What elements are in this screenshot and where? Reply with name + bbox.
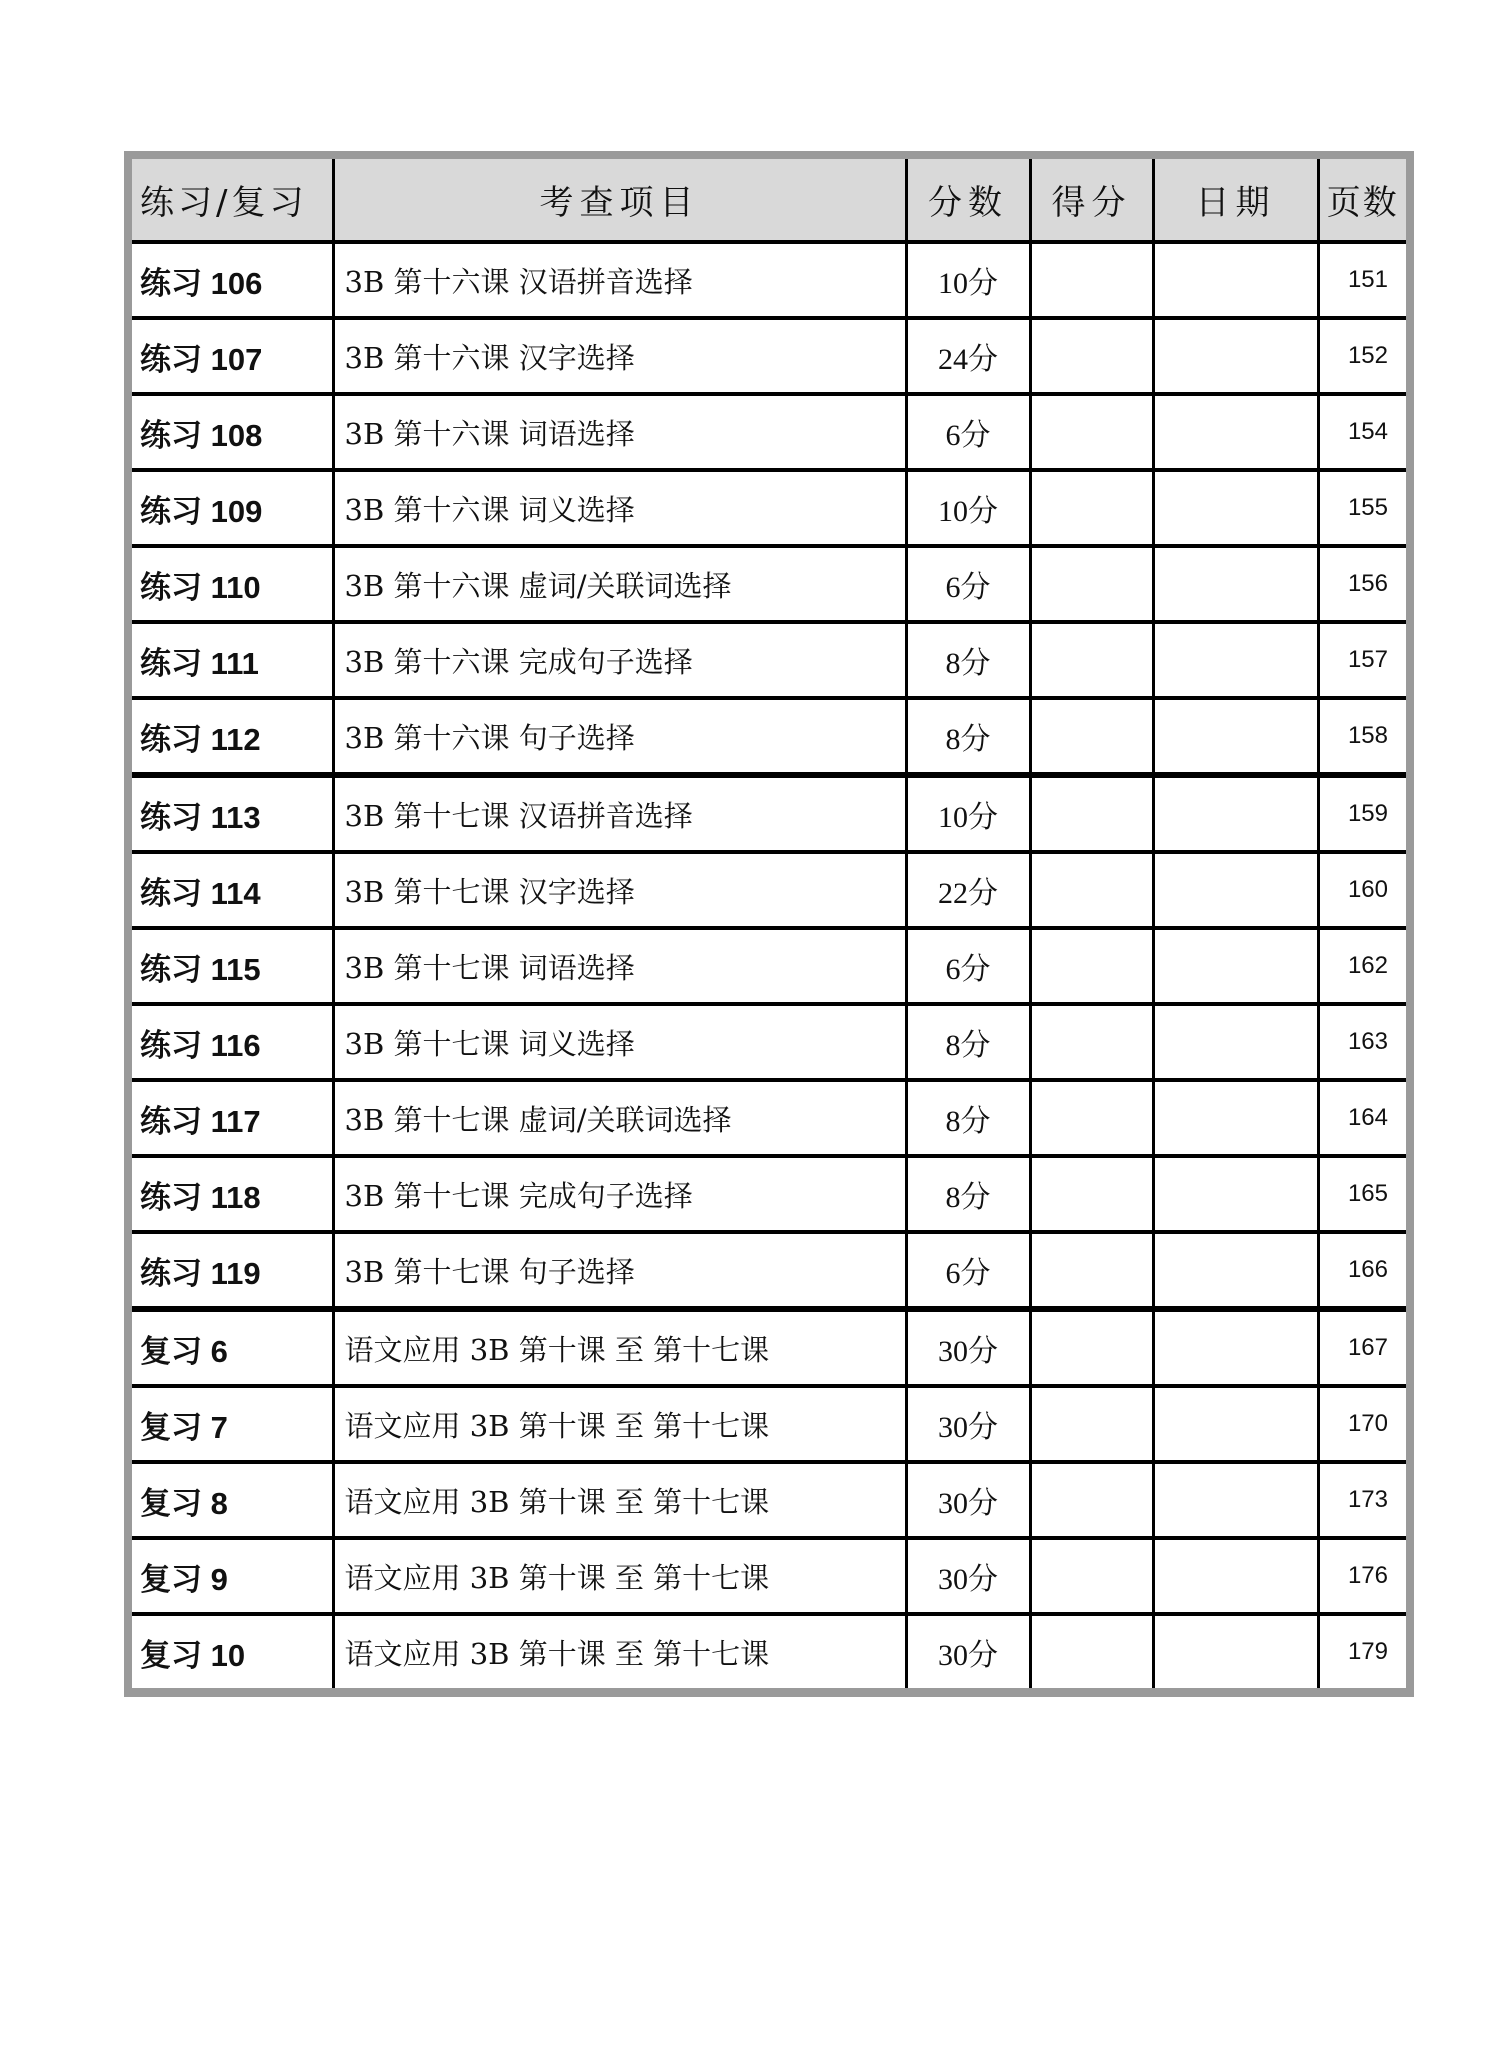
date-cell[interactable]: [1153, 1156, 1318, 1232]
exercise-id-cell: 练习 118: [132, 1156, 333, 1232]
score-obtained-cell[interactable]: [1030, 1080, 1153, 1156]
test-item-cell: 语文应用 3B 第十课 至 第十七课: [333, 1386, 906, 1462]
exercise-id-cell: 练习 117: [132, 1080, 333, 1156]
full-score-cell: 24分: [906, 318, 1030, 394]
page-number-cell: 159: [1318, 775, 1406, 852]
date-cell[interactable]: [1153, 1004, 1318, 1080]
page-number-cell: 166: [1318, 1232, 1406, 1309]
full-score-cell: 6分: [906, 928, 1030, 1004]
date-cell[interactable]: [1153, 1614, 1318, 1688]
score-obtained-cell[interactable]: [1030, 775, 1153, 852]
page-number-cell: 151: [1318, 242, 1406, 318]
table-row: [132, 1080, 1406, 1156]
header-full-score: 分数: [906, 159, 1030, 242]
test-item-cell: 3B 第十七课 句子选择: [333, 1232, 906, 1309]
test-item-cell: 3B 第十六课 虚词/关联词选择: [333, 546, 906, 622]
full-score-cell: 8分: [906, 622, 1030, 698]
exercise-table-frame: [124, 151, 1414, 1697]
test-item-cell: 语文应用 3B 第十课 至 第十七课: [333, 1309, 906, 1386]
page-number-cell: 160: [1318, 852, 1406, 928]
score-obtained-cell[interactable]: [1030, 1004, 1153, 1080]
exercise-id-cell: 复习 9: [132, 1538, 333, 1614]
date-cell[interactable]: [1153, 775, 1318, 852]
score-obtained-cell[interactable]: [1030, 852, 1153, 928]
test-item-cell: 3B 第十六课 词语选择: [333, 394, 906, 470]
full-score-cell: 6分: [906, 1232, 1030, 1309]
date-cell[interactable]: [1153, 470, 1318, 546]
table-row: [132, 852, 1406, 928]
score-obtained-cell[interactable]: [1030, 394, 1153, 470]
page-number-cell: 157: [1318, 622, 1406, 698]
table-row: [132, 775, 1406, 852]
header-date: 日期: [1153, 159, 1318, 242]
exercise-id-cell: 练习 110: [132, 546, 333, 622]
page-number-cell: 165: [1318, 1156, 1406, 1232]
page-number-cell: 158: [1318, 698, 1406, 775]
test-item-cell: 3B 第十六课 完成句子选择: [333, 622, 906, 698]
table-row: [132, 1538, 1406, 1614]
date-cell[interactable]: [1153, 546, 1318, 622]
header-score-obtained: 得分: [1030, 159, 1153, 242]
date-cell[interactable]: [1153, 1538, 1318, 1614]
date-cell[interactable]: [1153, 242, 1318, 318]
page-number-cell: 154: [1318, 394, 1406, 470]
table-row: [132, 394, 1406, 470]
table-row: [132, 470, 1406, 546]
score-obtained-cell[interactable]: [1030, 1614, 1153, 1688]
exercise-id-cell: 练习 112: [132, 698, 333, 775]
exercise-id-cell: 练习 114: [132, 852, 333, 928]
table-row: [132, 1386, 1406, 1462]
score-obtained-cell[interactable]: [1030, 1156, 1153, 1232]
test-item-cell: 3B 第十七课 完成句子选择: [333, 1156, 906, 1232]
page-number-cell: 176: [1318, 1538, 1406, 1614]
full-score-cell: 30分: [906, 1462, 1030, 1538]
full-score-cell: 6分: [906, 546, 1030, 622]
table-row: [132, 242, 1406, 318]
exercise-id-cell: 练习 107: [132, 318, 333, 394]
exercise-id-cell: 练习 116: [132, 1004, 333, 1080]
score-obtained-cell[interactable]: [1030, 1538, 1153, 1614]
full-score-cell: 30分: [906, 1309, 1030, 1386]
date-cell[interactable]: [1153, 394, 1318, 470]
full-score-cell: 8分: [906, 1004, 1030, 1080]
score-obtained-cell[interactable]: [1030, 1232, 1153, 1309]
full-score-cell: 6分: [906, 394, 1030, 470]
table-row: [132, 546, 1406, 622]
test-item-cell: 语文应用 3B 第十课 至 第十七课: [333, 1614, 906, 1688]
test-item-cell: 3B 第十七课 虚词/关联词选择: [333, 1080, 906, 1156]
exercise-id-cell: 复习 10: [132, 1614, 333, 1688]
score-obtained-cell[interactable]: [1030, 1386, 1153, 1462]
table-row: [132, 318, 1406, 394]
page-number-cell: 163: [1318, 1004, 1406, 1080]
full-score-cell: 22分: [906, 852, 1030, 928]
full-score-cell: 8分: [906, 1080, 1030, 1156]
table-row: [132, 1462, 1406, 1538]
header-test-item: 考查项目: [333, 159, 906, 242]
test-item-cell: 3B 第十六课 句子选择: [333, 698, 906, 775]
date-cell[interactable]: [1153, 1232, 1318, 1309]
score-obtained-cell[interactable]: [1030, 318, 1153, 394]
header-exercise-review: 练习/复习: [132, 159, 333, 242]
page-number-cell: 167: [1318, 1309, 1406, 1386]
full-score-cell: 8分: [906, 1156, 1030, 1232]
table-row: [132, 1232, 1406, 1309]
page-number-cell: 173: [1318, 1462, 1406, 1538]
test-item-cell: 3B 第十七课 汉语拼音选择: [333, 775, 906, 852]
page-number-cell: 179: [1347, 1638, 1388, 1665]
score-obtained-cell[interactable]: [1030, 1462, 1153, 1538]
date-cell[interactable]: [1153, 698, 1318, 775]
date-cell[interactable]: [1153, 318, 1318, 394]
exercise-id-cell: 复习 7: [132, 1386, 333, 1462]
date-cell[interactable]: [1153, 852, 1318, 928]
full-score-cell: 10分: [906, 470, 1030, 546]
exercise-id-cell: 练习 108: [132, 394, 333, 470]
page-number-cell: 162: [1318, 928, 1406, 1004]
exercise-id-cell: 复习 6: [132, 1309, 333, 1386]
test-item-cell: 3B 第十七课 词义选择: [333, 1004, 906, 1080]
score-obtained-cell[interactable]: [1030, 470, 1153, 546]
test-item-cell: 语文应用 3B 第十课 至 第十七课: [333, 1462, 906, 1538]
page-number-cell: 164: [1318, 1080, 1406, 1156]
score-obtained-cell[interactable]: [1030, 546, 1153, 622]
test-item-cell: 3B 第十七课 词语选择: [333, 928, 906, 1004]
score-obtained-cell[interactable]: [1030, 622, 1153, 698]
test-item-cell: 3B 第十六课 汉语拼音选择: [333, 242, 906, 318]
score-obtained-cell[interactable]: [1030, 242, 1153, 318]
test-item-cell: 3B 第十六课 词义选择: [333, 470, 906, 546]
full-score-cell: 30分: [906, 1538, 1030, 1614]
header-row: [132, 159, 1406, 242]
score-obtained-cell[interactable]: [1030, 1309, 1153, 1386]
score-obtained-cell[interactable]: [1030, 698, 1153, 775]
exercise-id-cell: 练习 115: [132, 928, 333, 1004]
exercise-id-cell: 练习 106: [132, 242, 333, 318]
header-page: 页数: [1318, 159, 1406, 242]
exercise-table: [132, 159, 1406, 1688]
test-item-cell: 语文应用 3B 第十课 至 第十七课: [333, 1538, 906, 1614]
date-cell[interactable]: [1153, 622, 1318, 698]
table-row: [132, 698, 1406, 775]
table-row: [132, 928, 1406, 1004]
exercise-id-cell: 练习 113: [132, 775, 333, 852]
page-number-cell: 152: [1318, 318, 1406, 394]
date-cell[interactable]: [1153, 1386, 1318, 1462]
score-obtained-cell[interactable]: [1030, 928, 1153, 1004]
exercise-id-cell: 复习 8: [132, 1462, 333, 1538]
exercise-id-cell: 练习 119: [132, 1232, 333, 1309]
date-cell[interactable]: [1153, 1309, 1318, 1386]
table-row: [132, 1309, 1406, 1386]
table-row: [132, 1004, 1406, 1080]
date-cell[interactable]: [1153, 1080, 1318, 1156]
table-row: [132, 1614, 1406, 1688]
page-number-cell: 170: [1318, 1386, 1406, 1462]
test-item-cell: 3B 第十七课 汉字选择: [333, 852, 906, 928]
exercise-id-cell: 练习 111: [132, 622, 333, 698]
page-number-cell: 156: [1318, 546, 1406, 622]
table-row: [132, 622, 1406, 698]
test-item-cell: 3B 第十六课 汉字选择: [333, 318, 906, 394]
date-cell[interactable]: [1153, 928, 1318, 1004]
full-score-cell: 8分: [906, 698, 1030, 775]
full-score-cell: 30分: [906, 1386, 1030, 1462]
table-row: [132, 1156, 1406, 1232]
date-cell[interactable]: [1153, 1462, 1318, 1538]
page-number-cell: 155: [1318, 470, 1406, 546]
full-score-cell: 30分: [906, 1614, 1030, 1688]
full-score-cell: 10分: [906, 775, 1030, 852]
exercise-id-cell: 练习 109: [132, 470, 333, 546]
full-score-cell: 10分: [906, 242, 1030, 318]
